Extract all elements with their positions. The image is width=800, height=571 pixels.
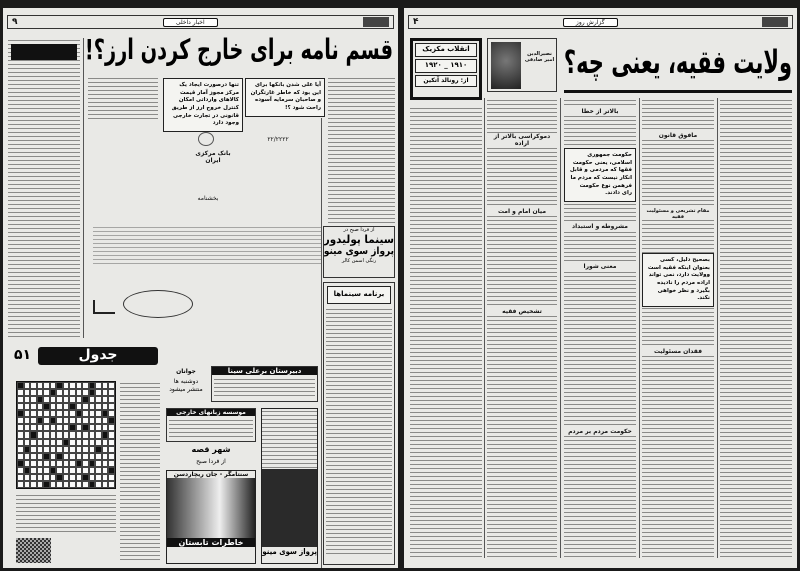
crossword-cell[interactable] — [108, 417, 115, 424]
bank-emblem — [198, 132, 214, 146]
ad-text: دبیرستان برعلی سینا — [212, 367, 317, 375]
crossword-cell[interactable] — [108, 431, 115, 438]
crossword-title: جدول — [38, 347, 158, 365]
ad-title: سینما پولیدور — [323, 233, 394, 246]
article-column — [88, 76, 158, 119]
page-number: ۴ — [413, 17, 419, 27]
crossword-number: ۵۱ — [14, 347, 32, 363]
crossword-cell[interactable] — [108, 410, 115, 417]
serial-title: انقلاب مکزیک — [415, 43, 477, 57]
author-name: نصیرالدین امیر صادقی — [524, 51, 555, 63]
cinema-program — [323, 282, 395, 565]
ad-credit: رنگی اسمن کالر — [341, 258, 377, 265]
letter-number: ۲۲/۲۲۲۲ — [267, 136, 289, 143]
crossword-cell[interactable] — [108, 453, 115, 460]
author-box — [487, 38, 557, 92]
article-column — [410, 106, 482, 559]
film-still — [167, 478, 255, 538]
headline: قسم نامه برای خارج کردن ارز؟! — [84, 33, 393, 66]
subhead: فقدان مسئولیت — [642, 348, 714, 355]
right-newspaper-page — [404, 8, 797, 568]
crossword-cell[interactable] — [108, 382, 115, 389]
subhead: تشخیص فقیه — [487, 308, 557, 315]
subhead: میان امام و امت — [487, 208, 557, 215]
crossword-cell[interactable] — [108, 396, 115, 403]
article-column — [720, 98, 792, 558]
subhead: مقام تشریعی و مسئولیت فقیه — [642, 208, 714, 220]
serial-years: ۱۹۱۰ _ ۱۹۲۰ — [415, 59, 477, 73]
newspaper-logo — [762, 17, 788, 27]
subhead: مشروطه و استبداد — [564, 223, 636, 230]
ad-text: خاطرات تابستان — [167, 538, 255, 547]
ad-text: سنتامگر - جان ریچاردسن — [173, 471, 249, 478]
pullquote: بصحیح دلیل، کسی بعنوان اینکه فقیه است وولایت دارد، نمی تواند اراده مردم را نادیده بگیرد و نظر خواهی نکند. — [642, 253, 714, 307]
crossword-cell[interactable] — [108, 424, 115, 431]
pullquote: تنها درصورت ایجاد یک مرکز مجوز آمار قیمت کالاهای وارداتی امکان کنترل خروج ارز از طریق قانونی در تجارت خارجی وجود دارد — [163, 78, 243, 132]
ad-text: موسسه زبانهای خارجی — [167, 409, 255, 416]
crossword-cell[interactable] — [108, 460, 115, 467]
crossword-cell[interactable] — [108, 389, 115, 396]
ad-text: پرواز سوی مینو — [262, 547, 317, 556]
signature — [123, 290, 193, 318]
signature — [93, 300, 115, 314]
subhead: دموکراسی بالاتر از اراده — [487, 133, 557, 147]
sidebar-column — [8, 38, 80, 338]
section-label: اخبار داخلی — [163, 18, 218, 27]
crossword-cell[interactable] — [108, 474, 115, 481]
article-column — [328, 76, 395, 224]
cinema-ad — [323, 226, 395, 278]
pullquote: حکومت جمهوری اسلامی، یعنی حکومت فقها که مردمی و قابل انکار نیست که مردم ما فرهمن نوع حکومت رای دادند. — [564, 148, 636, 202]
newspaper-logo — [363, 17, 389, 27]
subhead: معنی شورا — [564, 263, 636, 270]
page-header — [7, 15, 394, 29]
letter-org: بانک مرکزی ایران — [195, 150, 231, 164]
article-column — [642, 98, 714, 558]
crossword-panel — [8, 343, 163, 565]
sidebar-banner — [11, 44, 77, 60]
film-still — [262, 469, 317, 547]
crossword-cell[interactable] — [108, 481, 115, 488]
serial-box — [410, 38, 482, 100]
page-header — [408, 15, 793, 29]
author-photo — [491, 42, 521, 89]
ad-intro: از فردا صبح در — [343, 227, 375, 233]
article-column — [487, 98, 557, 558]
subhead: مافوق قانون — [642, 132, 714, 139]
ad-subtitle: پرواز سوی مینو — [323, 246, 394, 258]
subhead: حکومت مردم بر مردم — [564, 428, 636, 435]
subhead: بالاتر از خطا — [564, 108, 636, 115]
letter-title: بخشنامه — [197, 195, 219, 202]
left-newspaper-page — [3, 8, 398, 568]
page-number: ۹ — [12, 17, 18, 27]
ad-text: از فردا صبح — [196, 458, 226, 465]
ad-text: شهر قصه — [191, 445, 231, 454]
puzzle-image — [16, 538, 51, 563]
pullquote: آیا علی شدن بانکها برای این بود که خاطر غارتگران و صاحبان سرمایه آسوده راحت شود ؟! — [245, 78, 325, 117]
crossword-cell[interactable] — [108, 446, 115, 453]
crossword-cell[interactable] — [108, 403, 115, 410]
ads-area — [166, 366, 318, 566]
crossword-grid[interactable] — [16, 381, 116, 489]
headline: ولایت فقیه، یعنی چه؟ — [563, 43, 792, 81]
serial-author: از: رونالد آتکین — [415, 75, 477, 87]
ad-text: جوانان — [176, 368, 196, 375]
section-label: گزارش روز — [563, 18, 618, 27]
ad-text: دوشنبه ها منتشر میشود — [169, 378, 203, 393]
crossword-cell[interactable] — [108, 439, 115, 446]
bank-letter-document — [93, 130, 321, 335]
cinema-program-title: برنامه سینماها — [327, 286, 391, 304]
crossword-cell[interactable] — [108, 467, 115, 474]
